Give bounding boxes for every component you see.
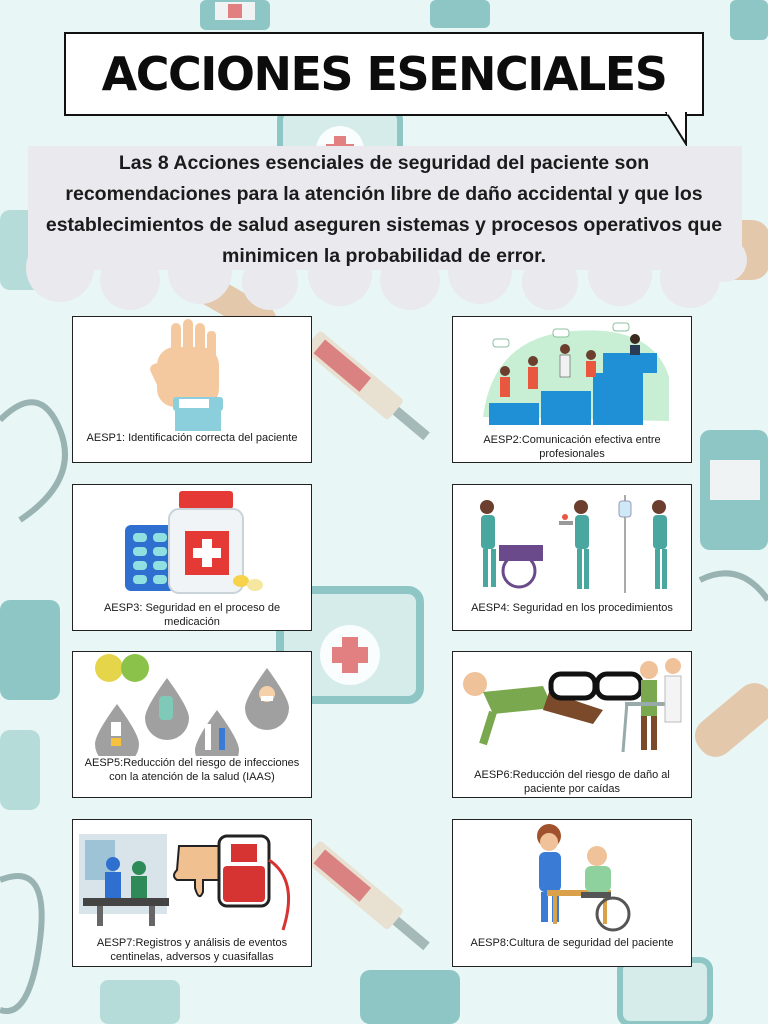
card-aesp7-label: AESP7:Registros y análisis de eventos centinelas, adversos y cuasifallas bbox=[96, 937, 288, 963]
card-aesp6 bbox=[452, 651, 692, 798]
intro-text: Las 8 Acciones esenciales de seguridad del paciente son recomendaciones para la atención libre de daño accidental y que los establecimientos de salud aseguren sistemas y procesos operativos que minimicen la probabilidad de error. bbox=[45, 152, 723, 267]
card-aesp1-label: AESP1: Identificación correcta del paciente bbox=[86, 432, 298, 444]
hand-wristband-icon bbox=[73, 317, 311, 437]
nurse-patient-care-icon bbox=[453, 820, 691, 936]
infection-prevention-icon bbox=[73, 652, 311, 756]
card-aesp4-label: AESP4: Seguridad en los procedimientos bbox=[471, 602, 673, 614]
card-aesp2 bbox=[452, 316, 692, 463]
patient-fall-icon bbox=[453, 652, 691, 760]
card-aesp3-label: AESP3: Seguridad en el proceso de medicación bbox=[103, 602, 281, 628]
nurses-procedures-icon bbox=[453, 485, 691, 605]
card-aesp5 bbox=[72, 651, 312, 798]
medication-bottle-icon bbox=[73, 485, 311, 605]
card-aesp7 bbox=[72, 819, 312, 967]
card-aesp8-label: AESP8:Cultura de seguridad del paciente bbox=[470, 937, 674, 949]
card-aesp2-label: AESP2:Comunicación efectiva entre profesionales bbox=[483, 434, 661, 460]
page-title: ACCIONES ESENCIALES bbox=[101, 47, 667, 101]
card-aesp6-label: AESP6:Reducción del riesgo de daño al paciente por caídas bbox=[474, 769, 670, 795]
card-aesp1 bbox=[72, 316, 312, 463]
title-box bbox=[64, 32, 704, 116]
card-aesp5-label: AESP5:Reducción del riesgo de infecciones con la atención de la salud (IAAS) bbox=[84, 757, 300, 783]
surgery-records-icon bbox=[73, 820, 311, 936]
card-aesp4 bbox=[452, 484, 692, 631]
team-communication-icon bbox=[453, 317, 691, 437]
card-aesp8 bbox=[452, 819, 692, 967]
card-aesp3 bbox=[72, 484, 312, 631]
